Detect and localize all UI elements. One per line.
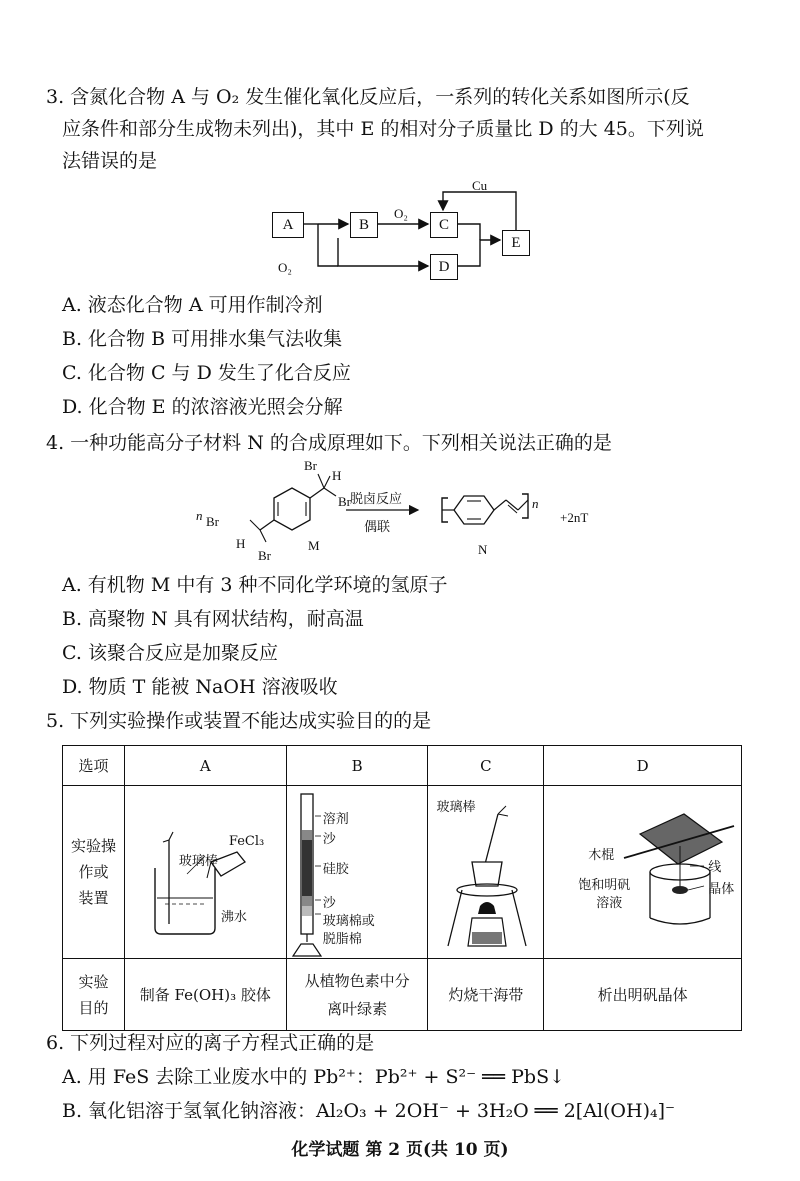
- n-prefix: n: [196, 508, 203, 523]
- experiment-table: [62, 745, 742, 1031]
- apparatus-b-cell: [286, 786, 428, 959]
- byproduct-2nt: +2nT: [560, 510, 589, 525]
- cu-label: Cu: [472, 178, 488, 193]
- m-label: M: [308, 538, 320, 553]
- label-wooden-stick: 木棍: [588, 848, 615, 863]
- goal-head-line-1: 实验: [78, 972, 109, 991]
- header-c: C: [428, 746, 544, 786]
- q3-line-3: 法错误的是: [62, 150, 158, 172]
- q6-stem: 6. 下列过程对应的离子方程式正确的是: [46, 1032, 375, 1054]
- q3-option-c: C. 化合物 C 与 D 发生了化合反应: [62, 362, 351, 384]
- q3-option-b: B. 化合物 B 可用排水集气法收集: [62, 328, 343, 350]
- label-solvent: 溶剂: [322, 812, 349, 827]
- q6-option-a: A. 用 FeS 去除工业废水中的 Pb²⁺：Pb²⁺ + S²⁻ ══ PbS↓: [62, 1066, 566, 1088]
- table-apparatus-row: [63, 786, 742, 959]
- q4-stem: 4. 一种功能高分子材料 N 的合成原理如下。下列相关说法正确的是: [46, 432, 612, 454]
- row-head-line-3: 装置: [78, 889, 109, 907]
- q3-line-1: 3. 含氮化合物 A 与 O₂ 发生催化氧化反应后，一系列的转化关系如图所示(反: [46, 86, 690, 108]
- label-crystal: 晶体: [708, 882, 735, 897]
- compound-a-box: A: [272, 212, 304, 238]
- h-label-1: H: [236, 536, 246, 551]
- page-footer: 化学试题 第 2 页(共 10 页): [291, 1140, 509, 1160]
- goal-b-line-1: 从植物色素中分: [304, 971, 410, 990]
- label-sand-bottom: 沙: [322, 896, 336, 911]
- table-header-row: [63, 746, 742, 786]
- goal-b: [286, 959, 428, 1031]
- arrow-label-bottom: 偶联: [364, 519, 391, 534]
- apparatus-d-cell: [544, 786, 742, 959]
- apparatus-c-cell: [428, 786, 544, 959]
- apparatus-row-head: [63, 786, 125, 959]
- compound-d-box: D: [430, 254, 458, 280]
- o2-label-bottom: O₂: [278, 260, 292, 275]
- label-sand-top: 沙: [322, 832, 336, 847]
- label-fecl3: FeCl₃: [228, 834, 265, 849]
- polymer-subscript-n: n: [532, 496, 539, 511]
- apparatus-a-cell: [124, 786, 286, 959]
- table-goal-row: [63, 959, 742, 1031]
- q3-option-d: D. 化合物 E 的浓溶液光照会分解: [62, 396, 343, 418]
- label-thread: 线: [708, 860, 722, 875]
- br-label-3: Br: [304, 458, 317, 473]
- goal-head-line-2: 目的: [78, 998, 109, 1017]
- apparatus-a-drawing: [125, 786, 287, 958]
- header-b: B: [286, 746, 428, 786]
- row-head-line-2: 作或: [78, 863, 109, 881]
- label-glass-rod-a: 玻璃棒: [178, 854, 218, 869]
- q4-reaction-scheme: [196, 458, 616, 568]
- br-label-1: Br: [206, 514, 219, 529]
- goal-a: 制备 Fe(OH)₃ 胶体: [124, 959, 286, 1031]
- label-cotton: 脱脂棉: [322, 932, 362, 947]
- br-label-2: Br: [258, 548, 271, 563]
- q4-option-d: D. 物质 T 能被 NaOH 溶液吸收: [62, 676, 338, 698]
- h-label-2: H: [332, 468, 342, 483]
- arrow-label-top: 脱卤反应: [350, 491, 403, 506]
- header-option: 选项: [63, 746, 125, 786]
- n-label: N: [478, 542, 488, 557]
- compound-e-box: E: [502, 230, 530, 256]
- br-label-4: Br: [338, 494, 351, 509]
- o2-label-top: O₂: [394, 206, 408, 221]
- compound-c-box: C: [430, 212, 458, 238]
- header-a: A: [124, 746, 286, 786]
- q4-option-c: C. 该聚合反应是加聚反应: [62, 642, 278, 664]
- q3-conversion-diagram: [260, 178, 560, 288]
- header-d: D: [544, 746, 742, 786]
- q6-option-b: B. 氧化铝溶于氢氧化钠溶液：Al₂O₃ + 2OH⁻ + 3H₂O ══ 2[Al(OH)₄]⁻: [62, 1100, 676, 1122]
- label-boiling-water: 沸水: [220, 910, 247, 925]
- goal-row-head: [63, 959, 125, 1031]
- q5-stem: 5. 下列实验操作或装置不能达成实验目的的是: [46, 710, 432, 732]
- label-glass-rod-c: 玻璃棒: [436, 800, 476, 815]
- label-saturated-alum: 饱和明矾: [578, 878, 631, 893]
- goal-d: 析出明矾晶体: [544, 959, 742, 1031]
- q4-option-b: B. 高聚物 N 具有网状结构，耐高温: [62, 608, 364, 630]
- row-head-line-1: 实验操: [70, 837, 116, 855]
- label-silica-gel: 硅胶: [322, 862, 349, 877]
- compound-b-box: B: [350, 212, 378, 238]
- q4-option-a: A. 有机物 M 中有 3 种不同化学环境的氢原子: [62, 574, 448, 596]
- label-glass-wool: 玻璃棉或: [322, 914, 375, 929]
- goal-c: 灼烧干海带: [428, 959, 544, 1031]
- q3-line-2: 应条件和部分生成物未列出)，其中 E 的相对分子质量比 D 的大 45。下列说: [62, 118, 704, 140]
- goal-b-line-2: 离叶绿素: [327, 999, 388, 1018]
- q3-option-a: A. 液态化合物 A 可用作制冷剂: [62, 294, 323, 316]
- label-solution: 溶液: [596, 896, 623, 911]
